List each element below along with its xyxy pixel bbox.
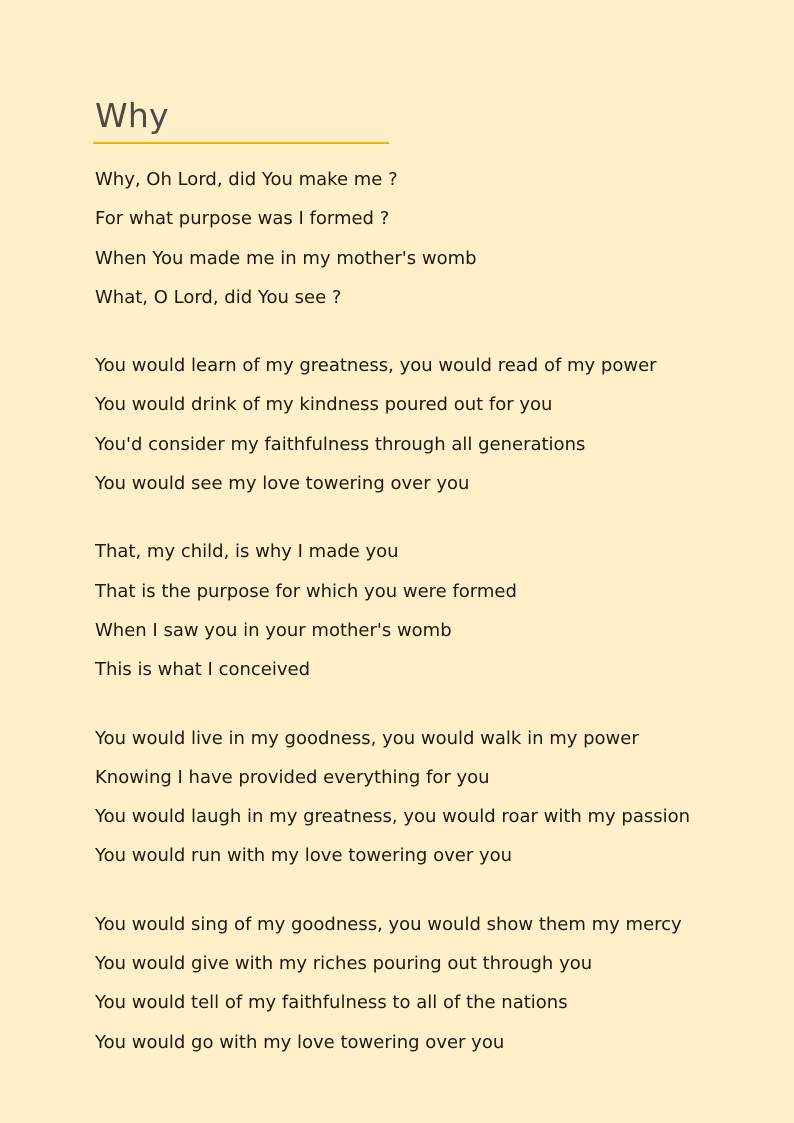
poem-line: That is the purpose for which you were formed xyxy=(95,580,517,602)
poem-line: You would go with my love towering over you xyxy=(95,1031,505,1053)
poem-line: When You made me in my mother's womb xyxy=(95,247,477,269)
poem-line: You would laugh in my greatness, you would roar with my passion xyxy=(95,806,691,828)
poem-line: You would see my love towering over you xyxy=(95,473,470,495)
poem-line: You would live in my goodness, you would walk in my power xyxy=(95,727,639,749)
poem-line: Why, Oh Lord, did You make me ? xyxy=(95,169,398,190)
poem-line: You would tell of my faithfulness to all of the nations xyxy=(95,992,568,1014)
poem-line: You would drink of my kindness poured out for you xyxy=(95,394,553,416)
stanza-4 xyxy=(95,719,794,876)
poem-line: For what purpose was I formed ? xyxy=(95,208,390,230)
poem-line: That, my child, is why I made you xyxy=(95,541,399,563)
poem-line: You would run with my love towering over you xyxy=(95,845,513,867)
poem-line: You would give with my riches pouring out through you xyxy=(95,953,593,975)
stanza-1 xyxy=(95,160,794,317)
document-title: Why xyxy=(95,96,169,135)
stanza-3 xyxy=(95,532,794,689)
poem-line: When I saw you in your mother's womb xyxy=(95,619,452,641)
poem-line: What, O Lord, did You see ? xyxy=(95,286,342,308)
poem-line: You would learn of my greatness, you would read of my power xyxy=(95,355,657,377)
poem-line: You'd consider my faithfulness through all generations xyxy=(95,433,586,455)
title-underline xyxy=(93,142,389,144)
stanza-2 xyxy=(95,346,794,503)
poem-line: This is what I conceived xyxy=(95,659,311,681)
stanza-5 xyxy=(95,905,794,1062)
poem-line: Knowing I have provided everything for you xyxy=(95,766,490,788)
poem-line: You would sing of my goodness, you would show them my mercy xyxy=(95,913,682,935)
